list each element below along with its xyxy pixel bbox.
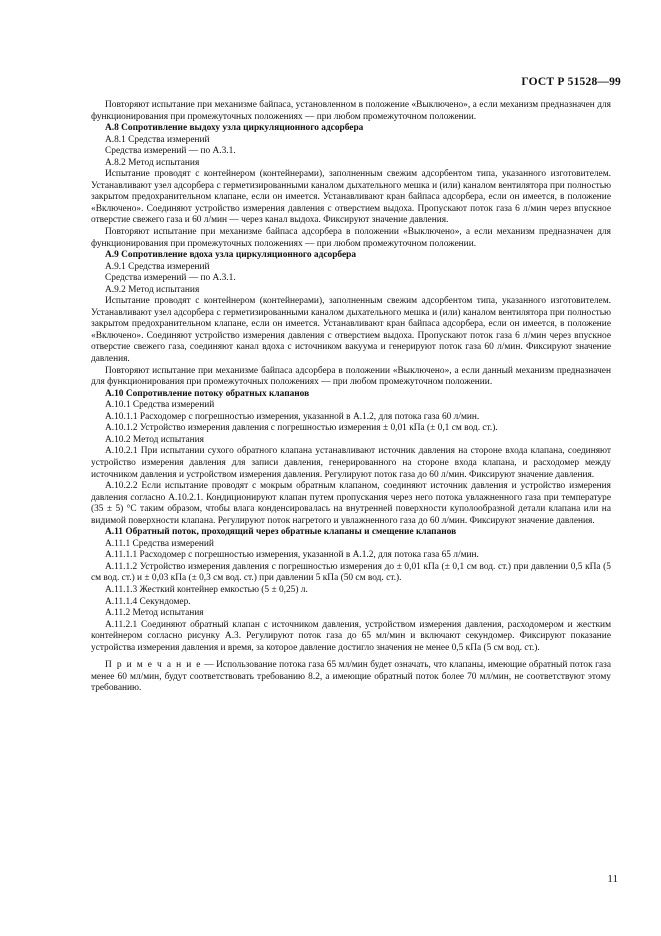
paragraph: А.10.1.1 Расходомер с погрешностью измерения, указанной в А.1.2, для потока газа 60 л/мин. <box>105 411 480 422</box>
subsection-heading: А.11.2 Метод испытания <box>105 608 204 619</box>
paragraph: А.11.1.3 Жесткий контейнер емкостью (5 ± 0,25) л. <box>105 584 308 595</box>
paragraph: А.11.1.4 Секундомер. <box>105 596 191 607</box>
subsection-heading: А.10.2 Метод испытания <box>105 434 204 445</box>
subsection-heading: А.9.1 Средства измерений <box>105 261 210 272</box>
paragraph: А.11.1.2 Устройство измерения давления с погрешностью измерения до ± 0,01 кПа (± 0,1 см вод. ст.) при давлении 0,5 кПа (5 см вод. ст.) и ± 0,03 кПа (± 0,3 см вод. ст.) при давлении 5 кПа (50 см вод. ст.). <box>91 561 611 584</box>
paragraph: Средства измерений — по А.3.1. <box>105 146 236 157</box>
paragraph: Испытание проводят с контейнером (контейнерами), заполненным свежим адсорбентом типа, указанного изготовителем. Устанавливают узел адсорбера с герметизированными каналом дыхательного мешка и (или) каналом вентилятора при полностью закрытом предохранительном клапане, если он имеется. Устанавливают кран байпаса адсорбера, если он имеется, в положение «Включено». Соединяют устройство измерения давления с отверстием выдоха. Пропускают поток газа 6 л/мин через впускное отверстие свежего газа и 60 л/мин — через канал выдоха. Фиксируют значение давления. <box>91 169 611 226</box>
note-text: — Использование потока газа 65 мл/мин будет означать, что клапаны, имеющие обратный поток газа менее 60 мл/мин, будут соответствовать требованию 8.2, а имеющие обратный поток более 70 мл/мин, не соответствуют этому требованию. <box>91 660 611 694</box>
document-body <box>91 100 611 695</box>
paragraph: Повторяют испытание при механизме байпаса адсорбера в положении «Выключено», а если механизм предназначен для функционирования при промежуточных положениях — при любом промежуточном положении. <box>91 227 611 249</box>
subsection-heading: А.10.1 Средства измерений <box>105 400 215 411</box>
section-heading: А.11 Обратный поток, проходящий через обратные клапаны и смещение клапанов <box>105 527 457 538</box>
subsection-heading: А.8.2 Метод испытания <box>105 157 200 168</box>
paragraph: Повторяют испытание при механизме байпаса, установленном в положение «Выключено», а если механизм предназначен для функционирования при промежуточных положениях — при любом промежуточном положении. <box>91 100 611 122</box>
document-header: ГОСТ Р 51528—99 <box>521 76 621 88</box>
section-heading: А.8 Сопротивление выдоху узла циркуляционного адсорбера <box>105 123 364 134</box>
page-number: 11 <box>607 873 618 885</box>
paragraph: А.11.2.1 Соединяют обратный клапан с источником давления, устройством измерения давления, расходомером и жестким контейнером согласно рисунку А.3. Регулируют поток газа до 65 мл/мин и включают секундомер. Фиксируют показание устройства измерения давления и время, за которое давление достигло значения не менее 0,5 кПа (5 см вод. ст.). <box>91 619 611 653</box>
paragraph: Повторяют испытание при механизме байпаса адсорбера в положении «Выключено», а если данный механизм предназначен для функционирования при промежуточных положениях — при любом промежуточном положении. <box>91 365 611 388</box>
subsection-heading: А.11.1 Средства измерений <box>105 538 214 549</box>
subsection-heading: А.9.2 Метод испытания <box>105 284 200 295</box>
paragraph: Средства измерений — по А.3.1. <box>105 273 236 284</box>
paragraph: А.11.1.1 Расходомер с погрешностью измерения, указанной в А.1.2, для потока газа 65 л/мин. <box>105 550 479 561</box>
section-heading: А.9 Сопротивление вдоха узла циркуляционного адсорбера <box>105 250 357 261</box>
note-label: П р и м е ч а н и е <box>105 660 202 671</box>
paragraph: А.10.2.1 При испытании сухого обратного клапана устанавливают источник давления на стороне входа клапана, соединяют устройство измерения давления для записи давления, генерированного на стороне входа клапана, и расходомер между источником давления и устройством измерения давления. Регулируют поток газа до 60 л/мин. Фиксируют значение давления. <box>91 446 611 480</box>
subsection-heading: А.8.1 Средства измерений <box>105 134 210 145</box>
paragraph: А.10.2.2 Если испытание проводят с мокрым обратным клапаном, соединяют источник давления и устройство измерения давления согласно А.10.2.1. Кондиционируют клапан путем пропускания через него потока увлажненного газа при температуре (35 ± 5) °С таким образом, чтобы влага конденсировалась на внутренней поверхности куполообразной детали клапана или на видимой поверхности клапана. Регулируют поток нагретого и увлажненного газа до 60 л/мин. Фиксируют значение давления. <box>91 481 611 526</box>
paragraph: А.10.1.2 Устройство измерения давления с погрешностью измерения ± 0,01 кПа (± 0,1 см вод. ст.). <box>105 423 498 434</box>
paragraph: Испытание проводят с контейнером (контейнерами), заполненным свежим адсорбентом типа, указанного изготовителем. Устанавливают узел адсорбера с герметизированными каналом дыхательного мешка и (или) каналом вентилятора при полностью закрытом предохранительном клапане, если он имеется. Устанавливают кран байпаса адсорбера, если он имеется, в положение «Включено». Соединяют устройство измерения давления с отверстием выдоха. Пропускают поток газа 6 л/мин через впускное отверстие свежего газа, соединяют канал вдоха с источником вакуума и генерируют поток газа 60 л/мин. Фиксируют значение давления. <box>91 296 611 365</box>
note <box>91 660 611 695</box>
section-heading: А.10 Сопротивление потоку обратных клапанов <box>105 388 310 399</box>
